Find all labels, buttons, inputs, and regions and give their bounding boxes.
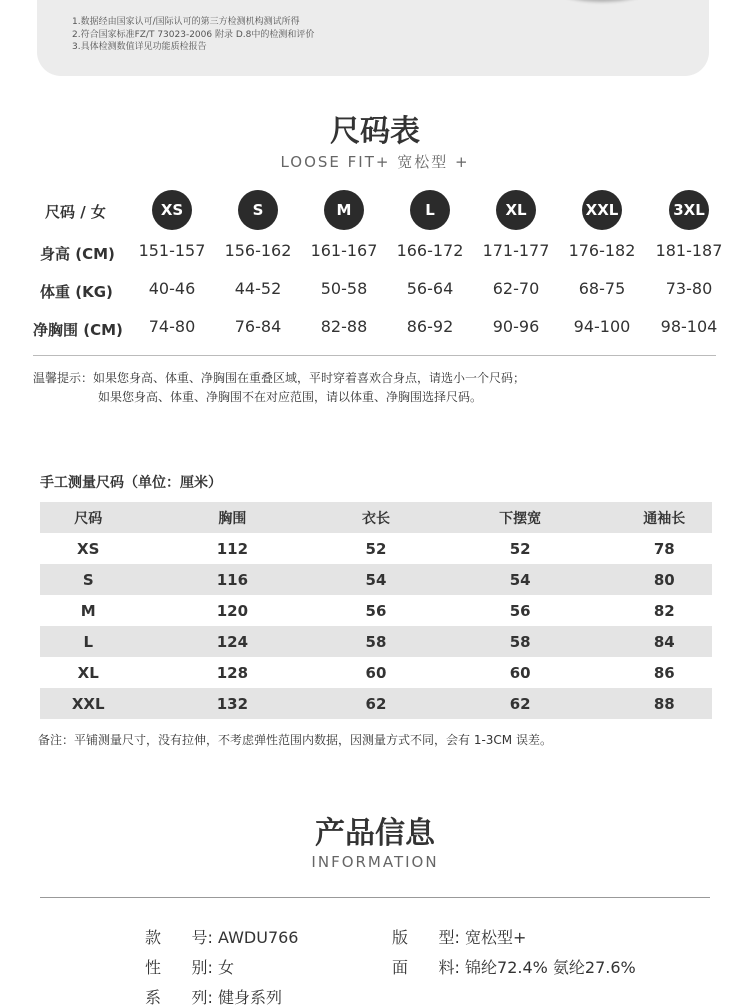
size-chart-cell: 166-172 [396,241,464,260]
size-chart-cell: 62-70 [492,279,540,298]
table-cell: 60 [365,663,387,682]
table-cell: 84 [653,632,675,651]
table-cell: 78 [653,539,675,558]
header-length: 衣长 [361,510,390,527]
size-badge: L [410,190,450,230]
table-cell: 58 [509,632,531,651]
table-cell: 82 [653,601,675,620]
table-row [40,626,712,657]
size-chart-cell: 176-182 [568,241,636,260]
size-chart-cell: 151-157 [138,241,206,260]
size-chart-title: 尺码表 [330,114,420,149]
info-style-no [145,925,298,948]
size-badge: XL [496,190,536,230]
size-chart-cell: 171-177 [482,241,550,260]
info-material-value: 锦纶72.4% 氨纶27.6% [465,958,636,977]
info-material [392,955,636,978]
size-chart-cell: 40-46 [148,279,196,298]
size-chart-divider [33,355,716,356]
table-cell: 60 [509,663,531,682]
size-chart-cell: 82-88 [320,317,368,336]
header-chest: 胸围 [218,510,247,527]
info-series-value: 健身系列 [218,988,283,1007]
product-info-title: 产品信息 [315,816,435,851]
table-cell: XL [77,663,99,682]
size-chart-row-label: 体重 (KG) [40,283,113,301]
measurement-title: 手工测量尺码（单位：厘米） [40,475,222,491]
size-row-label: 尺码 / 女 [45,203,106,221]
info-style-no-label: 款 号: [145,928,213,947]
size-chart-cell: 76-84 [234,317,282,336]
size-chart-cell: 90-96 [492,317,540,336]
info-series-label: 系 列: [145,988,213,1007]
size-chart-cell: 156-162 [224,241,292,260]
table-cell: 88 [653,694,675,713]
table-cell: 56 [365,601,387,620]
table-cell: M [80,601,96,620]
size-chart-cell: 94-100 [573,317,631,336]
table-cell: 62 [365,694,387,713]
size-badge: S [238,190,278,230]
table-cell: 62 [509,694,531,713]
table-cell: S [82,570,94,589]
table-row [40,533,712,564]
info-material-label: 面 料: [392,958,460,977]
table-cell: 120 [216,601,249,620]
size-chart-subtitle: LOOSE FIT+ 宽松型 + [280,153,470,171]
info-series [145,985,282,1008]
info-gender [145,955,234,978]
size-chart-cell: 86-92 [406,317,454,336]
table-cell: 54 [509,570,531,589]
size-badge: M [324,190,364,230]
info-fit [392,925,526,948]
header-hem: 下摆宽 [499,510,542,527]
table-cell: 116 [216,570,249,589]
size-chart-cell: 98-104 [660,317,718,336]
product-info-divider [40,897,710,898]
table-cell: 54 [365,570,387,589]
table-cell: 112 [216,539,249,558]
measurement-note: 备注：平铺测量尺寸，没有拉伸，不考虑弹性范围内数据，因测量方式不同，会有 1-3CM 误差。 [38,733,552,747]
table-row [40,595,712,626]
size-chart-row-label: 净胸围 (CM) [33,321,123,339]
table-cell: 52 [365,539,387,558]
info-style-no-value: AWDU766 [218,928,299,947]
table-cell: L [83,632,93,651]
size-chart-cell: 73-80 [665,279,713,298]
size-badge: XXL [582,190,622,230]
info-gender-label: 性 别: [145,958,213,977]
table-cell: 132 [216,694,249,713]
test-note-1: 1.数据经由国家认可/国际认可的第三方检测机构测试所得 [72,17,300,27]
product-info-subtitle: INFORMATION [311,853,439,871]
table-cell: 86 [653,663,675,682]
size-chart-cell: 68-75 [578,279,626,298]
size-tip-1: 温馨提示：如果您身高、体重、净胸围在重叠区域，平时穿着喜欢合身点，请选小一个尺码； [33,371,526,385]
table-cell: 56 [509,601,531,620]
info-fit-value: 宽松型+ [465,928,527,947]
header-sleeve: 通袖长 [643,510,686,527]
size-chart-row-label: 身高 (CM) [40,245,115,263]
table-cell: XXL [71,694,105,713]
measurement-table [40,502,712,719]
table-row [40,688,712,719]
table-cell: 128 [216,663,249,682]
size-chart-cell: 161-167 [310,241,378,260]
table-row [40,564,712,595]
table-row [40,657,712,688]
size-chart-cell: 44-52 [234,279,282,298]
size-badge: 3XL [669,190,709,230]
size-chart-cell: 181-187 [655,241,723,260]
table-cell: XS [77,539,100,558]
info-gender-value: 女 [218,958,235,977]
table-cell: 52 [509,539,531,558]
table-cell: 124 [216,632,249,651]
header-size: 尺码 [74,510,103,527]
test-notes [72,16,314,54]
test-note-3: 3.具体检测数值详见功能质检报告 [72,42,207,52]
table-cell: 58 [365,632,387,651]
size-chart-cell: 50-58 [320,279,368,298]
size-chart-cell: 74-80 [148,317,196,336]
table-cell: 80 [653,570,675,589]
size-badge: XS [152,190,192,230]
test-note-2: 2.符合国家标准FZ/T 73023-2006 附录 D.8中的检测和评价 [72,29,315,40]
size-chart-cell: 56-64 [406,279,454,298]
size-tip-2: 如果您身高、体重、净胸围不在对应范围，请以体重、净胸围选择尺码。 [98,390,483,404]
info-fit-label: 版 型: [392,928,460,947]
measurement-header-row [40,502,712,533]
